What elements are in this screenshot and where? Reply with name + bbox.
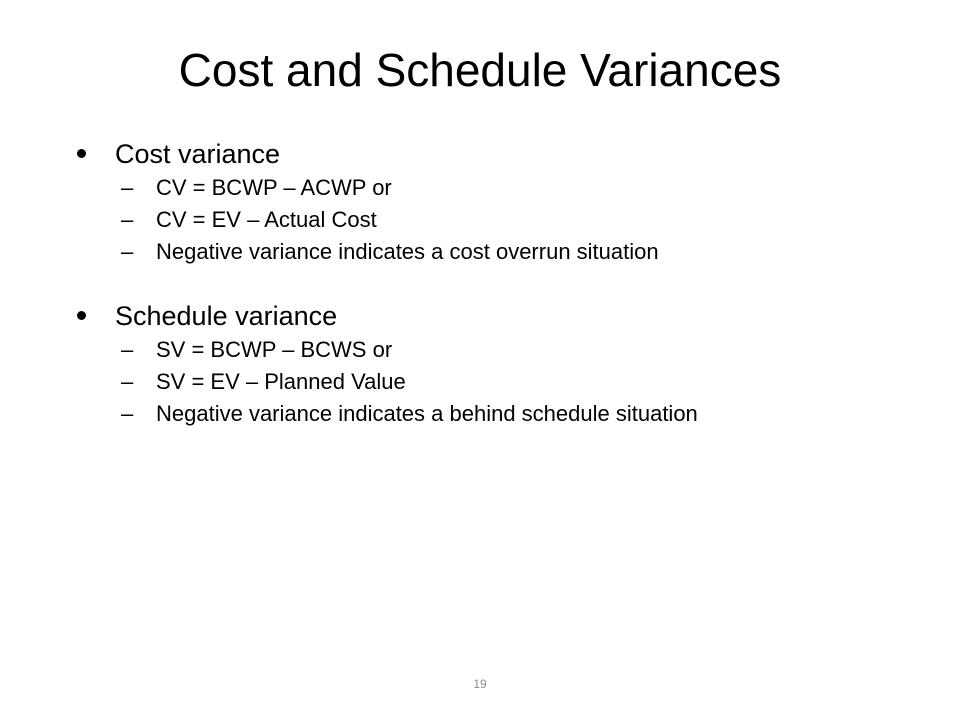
dash-icon: –	[121, 207, 134, 232]
sub-bullet-item	[72, 334, 912, 366]
sub-bullet-item	[72, 172, 912, 204]
bullet-label: Cost variance	[115, 139, 281, 169]
bullet-list	[72, 136, 912, 430]
dash-icon: –	[121, 337, 134, 362]
bullet-dot-icon	[77, 311, 86, 320]
bullet-item	[72, 298, 912, 334]
sub-bullet-text: Negative variance indicates a cost overrun situation	[156, 239, 659, 264]
dash-icon: –	[121, 369, 134, 394]
slide-title: Cost and Schedule Variances	[178, 44, 782, 96]
sub-bullet-text: SV = EV – Planned Value	[156, 369, 406, 394]
bullet-cost-variance	[72, 136, 912, 268]
bullet-dot-icon	[77, 149, 86, 158]
sub-bullet-item	[72, 398, 912, 430]
bullet-schedule-variance	[72, 298, 912, 430]
dash-icon: –	[121, 175, 134, 200]
bullet-label: Schedule variance	[115, 301, 338, 331]
dash-icon: –	[121, 239, 134, 264]
bullet-item	[72, 136, 912, 172]
sub-bullet-item	[72, 204, 912, 236]
dash-icon: –	[121, 401, 134, 426]
sub-bullet-item	[72, 366, 912, 398]
page-number: 19	[473, 677, 487, 691]
sub-bullet-text: Negative variance indicates a behind schedule situation	[156, 401, 698, 426]
sub-bullet-text: SV = BCWP – BCWS or	[156, 337, 393, 362]
sub-bullet-item	[72, 236, 912, 268]
sub-bullet-text: CV = EV – Actual Cost	[156, 207, 377, 232]
sub-bullet-text: CV = BCWP – ACWP or	[156, 175, 392, 200]
